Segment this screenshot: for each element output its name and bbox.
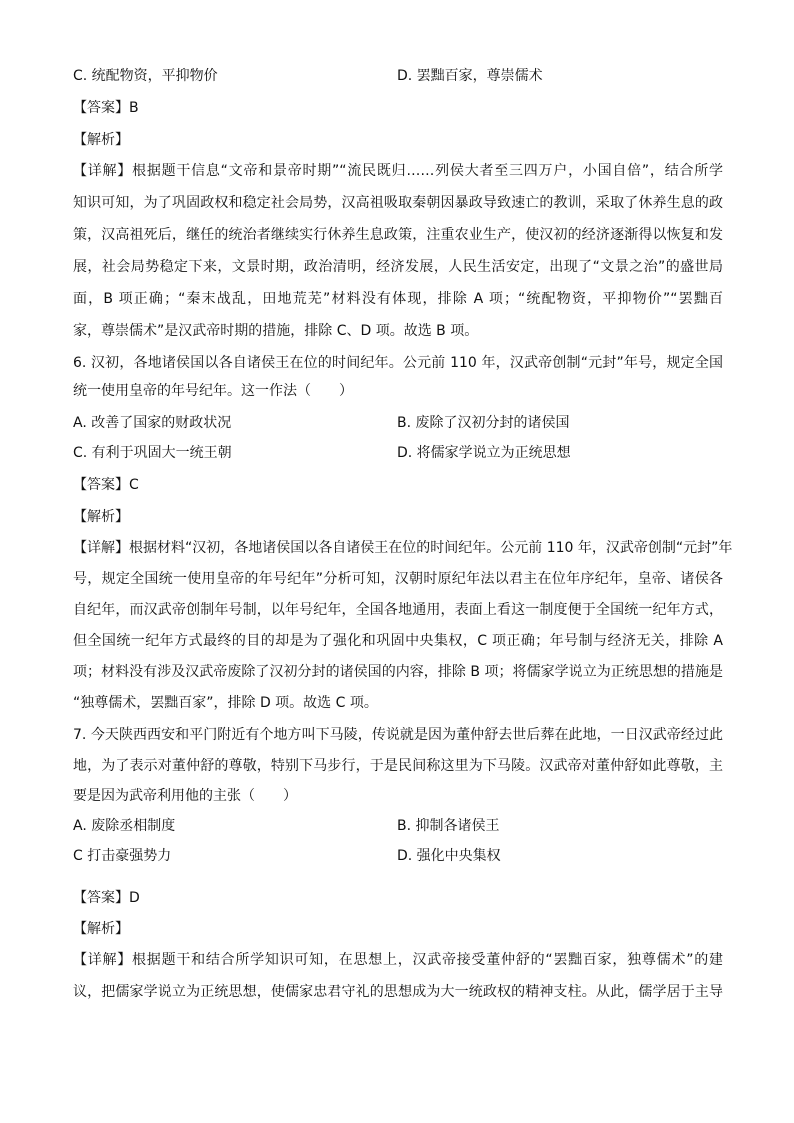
answer-label: 【答案】 — [73, 100, 129, 116]
q6-analysis-label: 【解析】 — [73, 509, 129, 525]
q6-stem-line: 统一使用皇帝的年号纪年。这一作法（ ） — [73, 383, 353, 399]
q6-option-a: A. 改善了国家的财政状况 — [73, 415, 232, 431]
q6-detail-line: 项；材料没有涉及汉武帝废除了汉初分封的诸侯国的内容，排除 B 项；将儒家学说立为正统思想的措施是 — [73, 664, 723, 680]
q6-detail-line: 但全国统一纪年方式最终的目的却是为了强化和巩固中央集权，C 项正确；年号制与经济无关，排除 A — [73, 633, 723, 649]
q7-option-c: C 打击豪强势力 — [73, 848, 172, 864]
answer-label: 【答案】 — [73, 890, 129, 906]
q7-stem-line: 地，为了表示对董仲舒的尊敬，特别下马步行，于是民间称这里为下马陵。汉武帝对董仲舒如此尊敬，主 — [73, 758, 723, 774]
answer-label: 【答案】 — [73, 477, 129, 493]
q5-detail-line: 展，社会局势稳定下来，文景时期，政治清明，经济发展，人民生活安定，出现了“文景之治”的盛世局 — [73, 259, 723, 275]
q6-option-c: C. 有利于巩固大一统王朝 — [73, 445, 232, 461]
q5-detail-line: 面，B 项正确；“秦末战乱，田地荒芜”材料没有体现，排除 A 项；“统配物资，平抑物价”“罢黜百 — [73, 291, 723, 307]
q7-answer — [73, 888, 140, 908]
q5-detail-line: 家，尊崇儒术”是汉武帝时期的措施，排除 C、D 项。故选 B 项。 — [73, 323, 479, 339]
q7-stem-line: 要是因为武帝利用他的主张（ ） — [73, 788, 297, 804]
q6-option-b: B. 废除了汉初分封的诸侯国 — [397, 415, 570, 431]
q7-detail-line: 议，把儒家学说立为正统思想，使儒家忠君守礼的思想成为大一统政权的精神支柱。从此，儒学居于主导 — [73, 984, 723, 1000]
q5-option-c: C. 统配物资，平抑物价 — [73, 68, 218, 84]
q6-detail-line: “独尊儒术，罢黜百家”，排除 D 项。故选 C 项。 — [73, 695, 378, 711]
q6-stem-line: 6. 汉初，各地诸侯国以各自诸侯王在位的时间纪年。公元前 110 年，汉武帝创制“元封”年号，规定全国 — [73, 355, 723, 371]
q5-option-d: D. 罢黜百家，尊崇儒术 — [397, 68, 543, 84]
q5-detail-line: 知识可知，为了巩固政权和稳定社会局势，汉高祖吸取秦朝因暴政导致速亡的教训，采取了休养生息的政 — [73, 195, 723, 211]
q7-option-d: D. 强化中央集权 — [397, 848, 501, 864]
q6-detail-line: 【详解】根据材料“汉初，各地诸侯国以各自诸侯王在位的时间纪年。公元前 110 年，汉武帝创制“元封”年 — [73, 540, 733, 556]
answer-value: D — [129, 890, 140, 906]
q7-option-b: B. 抑制各诸侯王 — [397, 818, 500, 834]
q7-option-a: A. 废除丞相制度 — [73, 818, 176, 834]
q6-detail-line: 号，规定全国统一使用皇帝的年号纪年”分析可知，汉朝时原纪年法以君主在位年序纪年，皇帝、诸侯各 — [73, 571, 723, 587]
q7-detail-line: 【详解】根据题干和结合所学知识可知，在思想上，汉武帝接受董仲舒的“罢黜百家，独尊儒术”的建 — [73, 952, 723, 968]
q7-analysis-label: 【解析】 — [73, 921, 129, 937]
q5-answer — [73, 98, 139, 118]
answer-value: B — [129, 100, 139, 116]
q6-answer — [73, 475, 139, 495]
q6-detail-line: 自纪年，而汉武帝创制年号制，以年号纪年，全国各地通用，表面上看这一制度便于全国统一纪年方式， — [73, 602, 723, 618]
q5-analysis-label: 【解析】 — [73, 132, 129, 148]
answer-value: C — [129, 477, 139, 493]
q5-detail-line: 策，汉高祖死后，继任的统治者继续实行休养生息政策，注重农业生产，使汉初的经济逐渐得以恢复和发 — [73, 227, 723, 243]
q6-option-d: D. 将儒家学说立为正统思想 — [397, 445, 571, 461]
q5-detail-line: 【详解】根据题干信息“文帝和景帝时期”“流民既归……列侯大者至三四万户，小国自倍”，结合所学 — [73, 163, 723, 179]
q7-stem-line: 7. 今天陕西西安和平门附近有个地方叫下马陵，传说就是因为董仲舒去世后葬在此地，一日汉武帝经过此 — [73, 727, 723, 743]
